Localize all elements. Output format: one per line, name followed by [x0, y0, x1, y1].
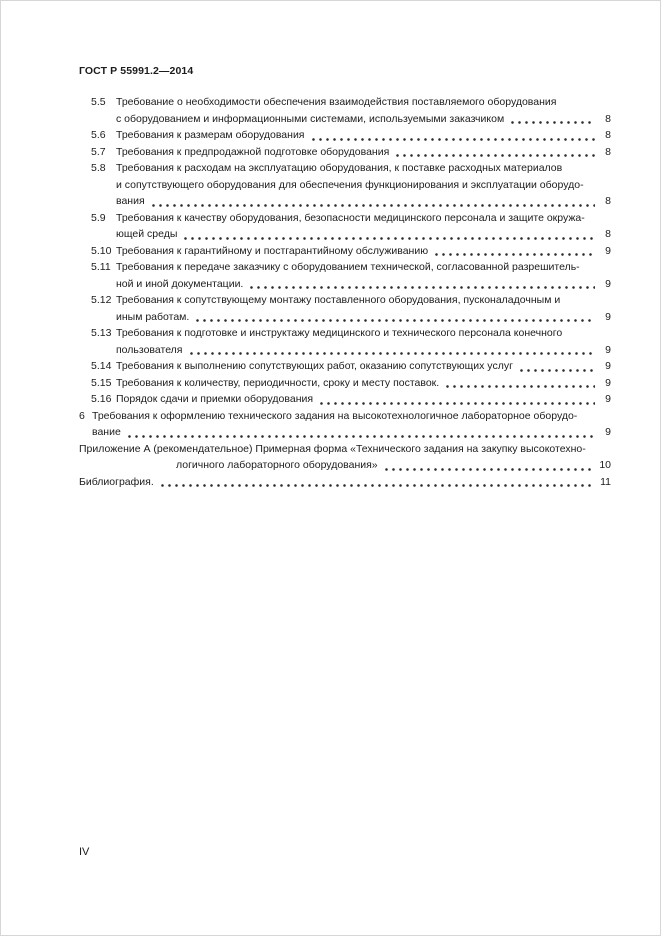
toc-entry-title: логичного лабораторного оборудования»	[176, 459, 378, 471]
toc-page-number: 9	[605, 277, 611, 290]
toc-entry	[79, 325, 611, 358]
toc-entry-title: вание	[92, 426, 121, 438]
toc-entry-title: ной и иной документации.	[116, 277, 244, 290]
toc-entry-title-line: Приложение А (рекомендательное) Примерная форма «Технического задания на закупку высокотехно-	[79, 442, 586, 455]
toc-entry-number: 5.8	[91, 162, 106, 174]
toc-page-number: 9	[605, 310, 611, 323]
page-number-footer: IV	[79, 846, 90, 858]
toc-page-number: 9	[605, 360, 611, 372]
table-of-contents	[79, 94, 611, 490]
toc-entry	[79, 375, 611, 392]
toc-entry	[79, 94, 611, 127]
toc-entry-number: 5.15	[91, 376, 112, 389]
toc-page-number: 9	[605, 376, 611, 389]
doc-code-header: ГОСТ Р 55991.2—2014	[79, 65, 194, 77]
dot-leader	[433, 243, 595, 260]
toc-page-number: 8	[605, 195, 611, 207]
toc-entry-title-line: Требования к расходам на эксплуатацию оборудования, к поставке расходных материалов	[116, 162, 563, 174]
toc-entry	[79, 358, 611, 375]
toc-entry-number: 5.11	[91, 261, 111, 273]
toc-entry-number: 5.7	[91, 145, 106, 158]
toc-entry-title: Требования к количеству, периодичности, сроку и месту поставок.	[116, 376, 440, 389]
toc-entry	[79, 243, 611, 260]
toc-entry-number: 5.10	[91, 244, 112, 257]
dot-leader	[248, 276, 595, 293]
toc-entry-number: 5.14	[91, 360, 112, 372]
dot-leader	[194, 309, 595, 326]
toc-page-number: 9	[605, 426, 611, 438]
toc-entry-number: 5.13	[91, 327, 112, 339]
toc-page-number: 8	[605, 145, 611, 158]
toc-entry-title: Требования к предпродажной подготовке оборудования	[116, 145, 390, 158]
toc-entry-title-line: Требования к оформлению технического задания на высокотехнологичное лабораторное оборудо-	[92, 409, 578, 422]
toc-entry-title-line: Требования к сопутствующему монтажу поставленного оборудования, пусконаладочным и	[116, 294, 561, 306]
dot-leader	[310, 127, 596, 144]
toc-entry	[79, 210, 611, 243]
dot-leader	[126, 424, 595, 441]
toc-entry-title-line: Требования к качеству оборудования, безопасности медицинского персонала и защите окружа-	[116, 211, 585, 224]
toc-page-number: 10	[599, 459, 611, 471]
toc-entry-number: 5.9	[91, 211, 106, 224]
toc-entry-number: 5.16	[91, 393, 112, 405]
dot-leader	[150, 193, 595, 210]
toc-entry	[79, 259, 611, 292]
toc-entry-title: Требования к размерам оборудования	[116, 129, 305, 141]
dot-leader	[159, 474, 595, 491]
dot-leader	[444, 375, 595, 392]
toc-page-number: 8	[605, 112, 611, 125]
toc-page-number: 11	[600, 475, 611, 488]
toc-entry-title: ющей среды	[116, 228, 178, 240]
dot-leader	[383, 457, 595, 474]
toc-page-number: 8	[605, 129, 611, 141]
dot-leader	[394, 144, 595, 161]
toc-page-number: 9	[605, 343, 611, 356]
toc-entry	[79, 160, 611, 210]
toc-entry-title-line: и сопутствующего оборудования для обеспечения функционирования и эксплуатации оборудо-	[116, 178, 584, 191]
toc-entry	[79, 408, 611, 441]
toc-entry-title: вания	[116, 195, 145, 207]
dot-leader	[188, 342, 596, 359]
toc-entry-title: Требования к выполнению сопутствующих работ, оказанию сопутствующих услуг	[116, 360, 513, 372]
toc-entry	[79, 441, 611, 474]
dot-leader	[182, 226, 595, 243]
toc-entry-title-line: Требования к передаче заказчику с оборудованием технической, согласованной разрешитель-	[116, 261, 580, 273]
dot-leader	[509, 111, 595, 128]
toc-entry-title: Требования к гарантийному и постгарантийному обслуживанию	[116, 244, 429, 257]
toc-entry-number: 5.12	[91, 294, 112, 306]
toc-page-number: 8	[605, 228, 611, 240]
dot-leader	[318, 391, 595, 408]
toc-entry	[79, 391, 611, 408]
dot-leader	[518, 358, 595, 375]
toc-entry	[79, 127, 611, 144]
toc-entry-number: 5.6	[91, 129, 106, 141]
toc-page-number: 9	[605, 393, 611, 405]
toc-entry-title-line: Требования к подготовке и инструктажу медицинского и технического персонала конечного	[116, 327, 563, 339]
toc-page-number: 9	[605, 244, 611, 257]
toc-entry	[79, 144, 611, 161]
toc-entry-number: 6	[79, 409, 85, 422]
toc-entry	[79, 474, 611, 491]
toc-entry-title: Библиография.	[79, 475, 154, 488]
toc-entry	[79, 292, 611, 325]
toc-entry-number: 5.5	[91, 96, 106, 108]
toc-entry-title: пользователя	[116, 343, 183, 356]
toc-entry-title: Порядок сдачи и приемки оборудования	[116, 393, 314, 405]
toc-entry-title-line: Требование о необходимости обеспечения взаимодействия поставляемого оборудования	[116, 96, 557, 108]
toc-entry-title: иным работам.	[116, 310, 190, 323]
toc-entry-title: с оборудованием и информационными системами, используемыми заказчиком	[116, 112, 505, 125]
